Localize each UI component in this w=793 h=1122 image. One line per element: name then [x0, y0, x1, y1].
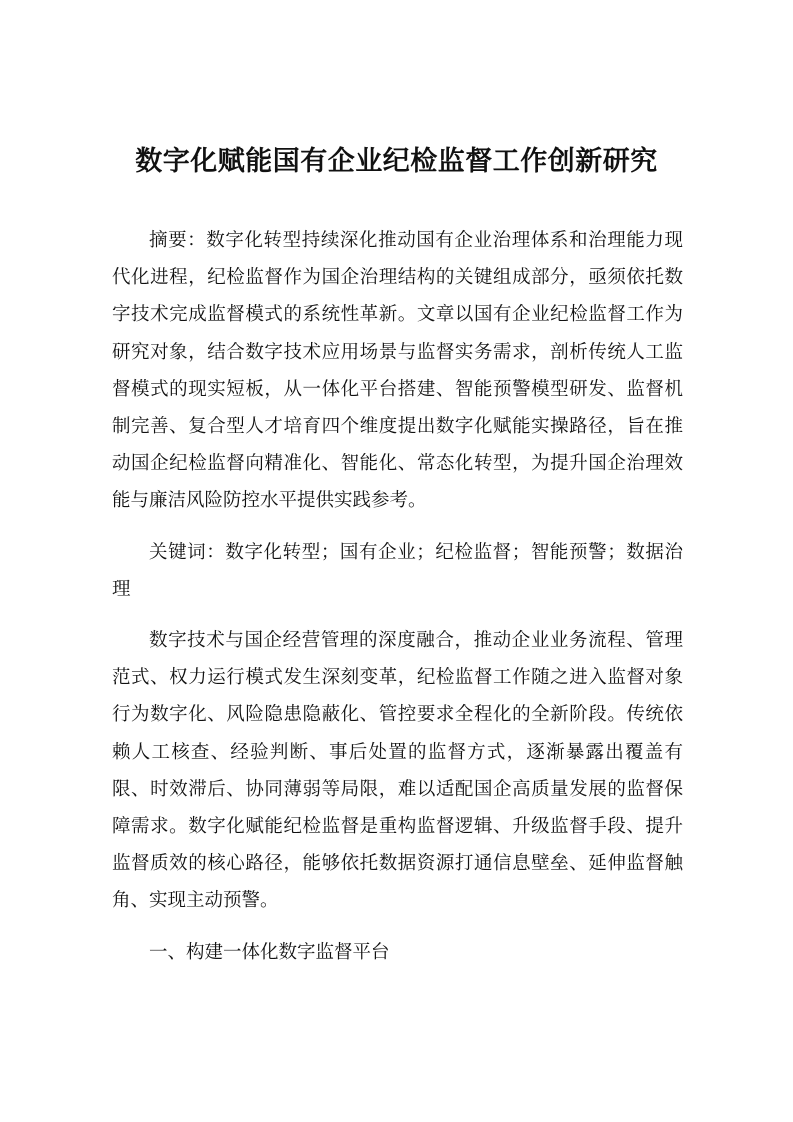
document-body [112, 222, 683, 971]
section-heading: 一、构建一体化数字监督平台 [149, 941, 390, 963]
keywords-paragraph: 关键词：数字化转型；国有企业；纪检监督；智能预警；数据治理 [112, 541, 683, 600]
document-title: 数字化赋能国有企业纪检监督工作创新研究 [135, 146, 658, 177]
abstract-paragraph: 摘要：数字化转型持续深化推动国有企业治理体系和治理能力现代化进程，纪检监督作为国企治理结构的关键组成部分，亟须依托数字技术完成监督模式的系统性革新。文章以国有企业纪检监督工作为研究对象，结合数字技术应用场景与监督实务需求，剖析传统人工监督模式的现实短板，从一体化平台搭建、智能预警模型研发、监督机制完善、复合型人才培育四个维度提出数字化赋能实操路径，旨在推动国企纪检监督向精准化、智能化、常态化转型，为提升国企治理效能与廉洁风险防控水平提供实践参考。 [112, 230, 683, 512]
intro-paragraph: 数字技术与国企经营管理的深度融合，推动企业业务流程、管理范式、权力运行模式发生深刻变革，纪检监督工作随之进入监督对象行为数字化、风险隐患隐蔽化、管控要求全程化的全新阶段。传统依赖人工核查、经验判断、事后处置的监督方式，逐渐暴露出覆盖有限、时效滞后、协同薄弱等局限，难以适配国企高质量发展的监督保障需求。数字化赋能纪检监督是重构监督逻辑、升级监督手段、提升监督质效的核心路径，能够依托数据资源打通信息壁垒、延伸监督触角、实现主动预警。 [112, 630, 683, 912]
